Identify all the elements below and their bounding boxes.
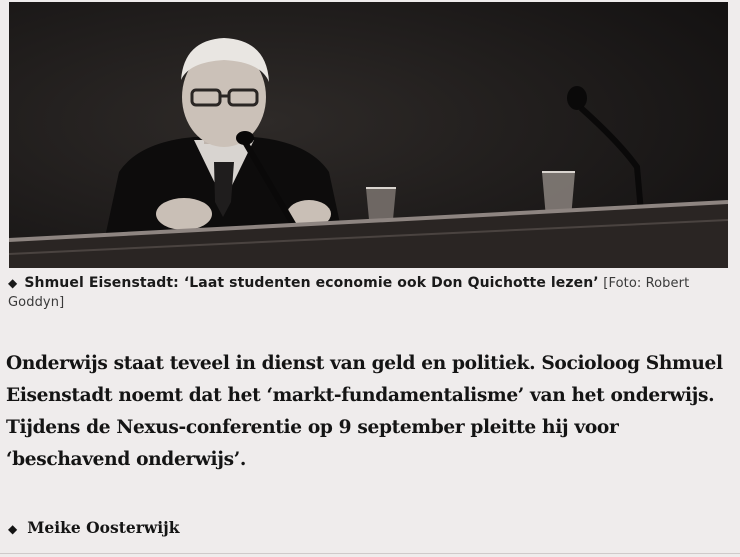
- byline-bullet: ◆: [8, 522, 18, 536]
- photo-caption: [8, 274, 730, 312]
- lead-line-3: Tijdens de Nexus-conferentie op 9 september pleitte hij voor: [6, 417, 619, 438]
- caption-text: Shmuel Eisenstadt: ‘Laat studenten economie ook Don Quichotte lezen’: [24, 275, 599, 291]
- photo-credit: [Foto: Robert Goddyn]: [8, 276, 690, 310]
- author-byline: [8, 518, 179, 537]
- caption-bullet: ◆: [8, 276, 18, 290]
- speaker-photo: [9, 2, 728, 268]
- lead-line-4: ‘beschavend onderwijs’.: [6, 449, 246, 470]
- speaker-photo-illustration: [9, 2, 728, 268]
- bottom-divider: [0, 553, 740, 554]
- lead-line-1: Onderwijs staat teveel in dienst van geld en politiek. Socioloog Shmuel: [6, 353, 723, 374]
- lead-line-2: Eisenstadt noemt dat het ‘markt-fundamentalisme’ van het onderwijs.: [6, 385, 715, 406]
- lead-paragraph: [6, 348, 734, 476]
- author-name: Meike Oosterwijk: [27, 518, 180, 537]
